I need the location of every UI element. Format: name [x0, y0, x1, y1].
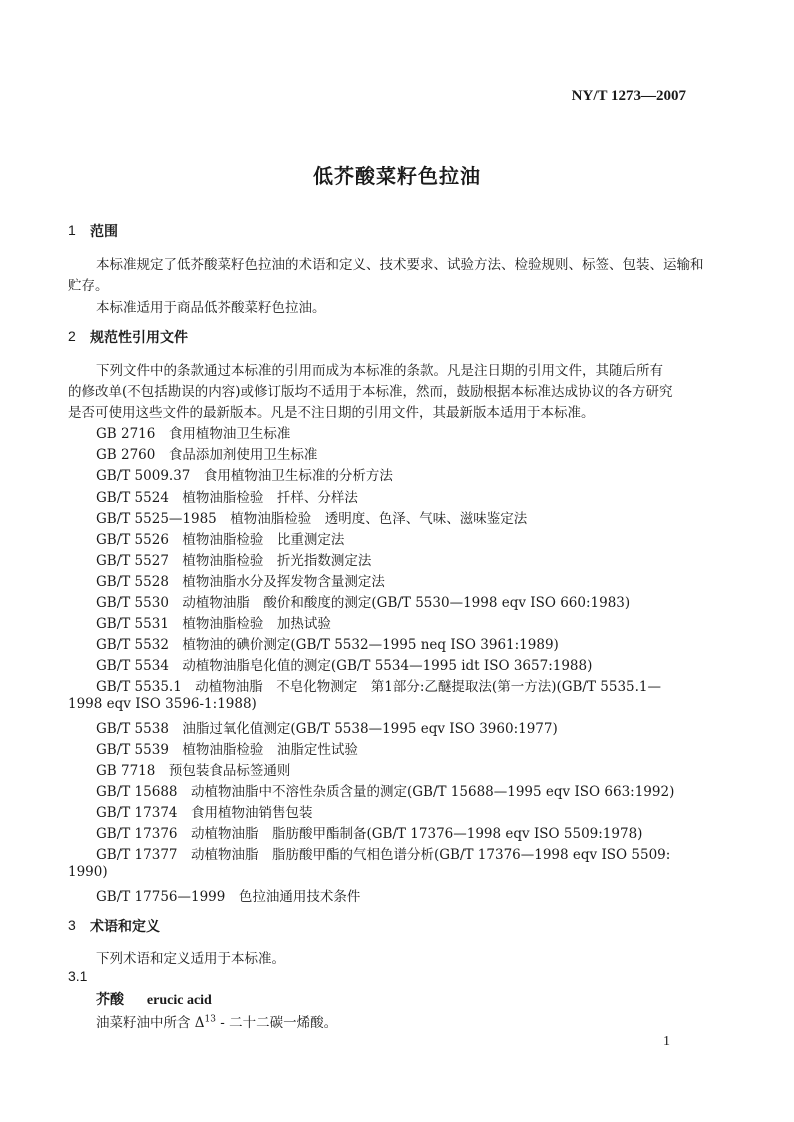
reference-item: GB 7718 预包装食品标签通则 [96, 763, 291, 779]
section-3-intro: 下列术语和定义适用于本标准。 [96, 951, 285, 967]
reference-item: GB/T 17376 动植物油脂 脂肪酸甲酯制备(GB/T 17376—1998 eqv ISO 5509:1978) [96, 826, 643, 842]
reference-item: GB/T 5524 植物油脂检验 扦样、分样法 [96, 490, 358, 506]
reference-item: GB/T 5538 油脂过氧化值测定(GB/T 5538—1995 eqv ISO 3960:1977) [96, 721, 558, 737]
reference-item: GB/T 5526 植物油脂检验 比重测定法 [96, 532, 345, 548]
section-2-intro-line-1: 下列文件中的条款通过本标准的引用而成为本标准的条款。凡是注日期的引用文件，其随后所有 [96, 363, 663, 379]
subsection-number: 3.1 [68, 968, 88, 984]
section-2-number: 2 [68, 328, 76, 344]
term-chinese: 芥酸 [96, 992, 124, 1008]
term-definition-text: 油菜籽油中所含 Δ [96, 1015, 205, 1031]
section-1-paragraph-1-line-2: 贮存。 [68, 278, 109, 294]
term-definition [96, 1011, 337, 1031]
reference-item-continuation: 1998 eqv ISO 3596-1:1988) [68, 696, 257, 712]
term-definition-text-end: - 二十二碳一烯酸。 [216, 1015, 338, 1031]
reference-item: GB/T 5531 植物油脂检验 加热试验 [96, 616, 331, 632]
section-2-heading: 规范性引用文件 [90, 330, 188, 346]
section-1-number: 1 [68, 222, 76, 238]
section-1-paragraph-2: 本标准适用于商品低芥酸菜籽色拉油。 [96, 300, 326, 316]
reference-item: GB/T 5528 植物油脂水分及挥发物含量测定法 [96, 574, 385, 590]
term-english: erucic acid [146, 993, 212, 1008]
reference-item: GB/T 5534 动植物油脂皂化值的测定(GB/T 5534—1995 idt ISO 3657:1988) [96, 658, 593, 674]
section-2-intro-line-2: 的修改单(不包括勘误的内容)或修订版均不适用于本标准，然而，鼓励根据本标准达成协议的各方研究 [68, 384, 673, 400]
section-2-intro-line-3: 是否可使用这些文件的最新版本。凡是不注日期的引用文件，其最新版本适用于本标准。 [68, 405, 595, 421]
page-number: 1 [663, 1034, 670, 1049]
reference-item: GB/T 17377 动植物油脂 脂肪酸甲酯的气相色谱分析(GB/T 17376—1998 eqv ISO 5509: [96, 847, 671, 863]
section-3-number: 3 [68, 917, 76, 933]
reference-item: GB/T 5535.1 动植物油脂 不皂化物测定 第1部分:乙醚提取法(第一方法)(GB/T 5535.1— [96, 679, 662, 695]
reference-item: GB/T 5009.37 食用植物油卫生标准的分析方法 [96, 468, 393, 484]
reference-item: GB/T 5539 植物油脂检验 油脂定性试验 [96, 742, 358, 758]
term-definition-superscript: 13 [204, 1014, 216, 1025]
reference-item: GB 2716 食用植物油卫生标准 [96, 426, 291, 442]
reference-item: GB/T 5530 动植物油脂 酸价和酸度的测定(GB/T 5530—1998 eqv ISO 660:1983) [96, 595, 631, 611]
term-entry [96, 989, 212, 1009]
reference-item-continuation: 1990) [68, 864, 108, 880]
section-3-heading: 术语和定义 [90, 919, 160, 935]
reference-item: GB/T 17756—1999 色拉油通用技术条件 [96, 889, 361, 905]
reference-item: GB/T 5527 植物油脂检验 折光指数测定法 [96, 553, 372, 569]
document-title: 低芥酸菜籽色拉油 [313, 164, 481, 188]
reference-item: GB/T 5532 植物油的碘价测定(GB/T 5532—1995 neq ISO 3961:1989) [96, 637, 559, 653]
reference-item: GB/T 15688 动植物油脂中不溶性杂质含量的测定(GB/T 15688—1995 eqv ISO 663:1992) [96, 784, 675, 800]
standard-code: NY/T 1273—2007 [571, 88, 686, 104]
reference-item: GB 2760 食品添加剂使用卫生标准 [96, 447, 318, 463]
reference-item: GB/T 5525—1985 植物油脂检验 透明度、色泽、气味、滋味鉴定法 [96, 511, 528, 527]
reference-item: GB/T 17374 食用植物油销售包装 [96, 805, 313, 821]
section-1-heading: 范围 [90, 224, 118, 240]
section-1-paragraph-1-line-1: 本标准规定了低芥酸菜籽色拉油的术语和定义、技术要求、试验方法、检验规则、标签、包装、运输和 [96, 257, 704, 273]
